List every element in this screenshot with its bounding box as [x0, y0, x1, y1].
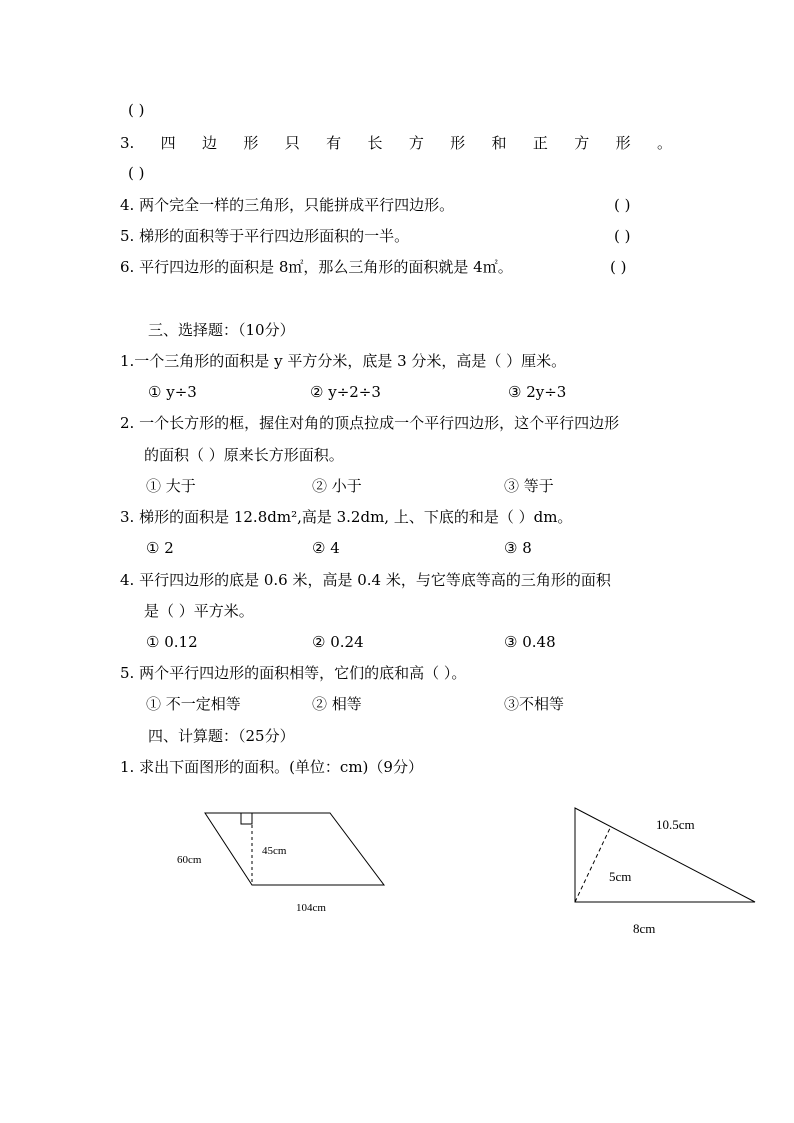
triangle-hypotenuse-label: 10.5cm — [656, 817, 695, 832]
mc1-option-1: ① y÷3 — [148, 383, 197, 401]
q3-token: 和 — [491, 134, 507, 152]
calc1-text: 1. 求出下面图形的面积。(单位：cm)（9分） — [120, 758, 423, 776]
mc2-option-3: ③ 等于 — [504, 477, 554, 495]
q3-token: 四 — [160, 134, 176, 152]
mc1-option-2: ② y÷2÷3 — [310, 383, 381, 401]
section3-title: 三、选择题：（10分） — [148, 321, 295, 339]
q5-text: 5. 梯形的面积等于平行四边形面积的一半。 — [120, 227, 410, 245]
mc4-option-2: ② 0.24 — [312, 633, 364, 651]
mc2-text-continued: 的面积（ ）原来长方形面积。 — [144, 446, 344, 464]
mc1-option-3: ③ 2y÷3 — [508, 383, 567, 401]
q3-token: 只 — [284, 134, 300, 152]
q3-answer-paren: ( ) — [128, 164, 145, 182]
mc3-option-2: ② 4 — [312, 539, 340, 557]
q3-spread-line — [120, 134, 672, 152]
q5-answer-paren: ( ) — [614, 227, 631, 245]
q3-token: 有 — [326, 134, 342, 152]
mc2-option-1: ① 大于 — [146, 477, 196, 495]
parallelogram-shape — [205, 813, 384, 885]
triangle-height-line — [575, 826, 611, 902]
mc3-option-3: ③ 8 — [504, 539, 532, 557]
parallelogram-side-label: 60cm — [177, 854, 202, 866]
q3-token: 形 — [615, 134, 631, 152]
mc4-option-3: ③ 0.48 — [504, 633, 556, 651]
q4-text: 4. 两个完全一样的三角形，只能拼成平行四边形。 — [120, 196, 455, 214]
mc4-text: 4. 平行四边形的底是 0.6 米，高是 0.4 米，与它等底等高的三角形的面积 — [120, 571, 611, 589]
q6-answer-paren: ( ) — [610, 258, 627, 276]
q3-token: 形 — [450, 134, 466, 152]
mc5-option-3: ③不相等 — [504, 695, 565, 713]
triangle-base-label: 8cm — [633, 921, 656, 936]
q3-token: 边 — [202, 134, 218, 152]
q6-text: 6. 平行四边形的面积是 8㎡，那么三角形的面积就是 4㎡。 — [120, 258, 513, 276]
q3-token: 形 — [243, 134, 259, 152]
mc5-option-2: ② 相等 — [312, 695, 362, 713]
triangle-figure — [565, 800, 765, 940]
mc1-text: 1.一个三角形的面积是 y 平方分米，底是 3 分米，高是（ ）厘米。 — [120, 352, 567, 370]
parallelogram-height-label: 45cm — [262, 845, 287, 857]
q3-token: 长 — [367, 134, 383, 152]
q2-answer-paren: ( ) — [128, 101, 145, 119]
q4-answer-paren: ( ) — [614, 196, 631, 214]
section4-title: 四、计算题：（25分） — [148, 727, 295, 745]
q3-token: 。 — [656, 134, 672, 152]
mc3-text: 3. 梯形的面积是 12.8dm²,高是 3.2dm, 上、下底的和是（ ）dm。 — [120, 508, 573, 526]
parallelogram-figure — [170, 805, 400, 920]
q3-token: 方 — [408, 134, 424, 152]
mc4-text-continued: 是（ ）平方米。 — [144, 602, 254, 620]
parallelogram-base-label: 104cm — [296, 902, 326, 914]
mc4-option-1: ① 0.12 — [146, 633, 198, 651]
q3-token: 正 — [532, 134, 548, 152]
right-angle-marker — [241, 813, 252, 824]
q3-token: 方 — [574, 134, 590, 152]
mc5-text: 5. 两个平行四边形的面积相等，它们的底和高（ ）。 — [120, 664, 467, 682]
mc5-option-1: ① 不一定相等 — [146, 695, 241, 713]
mc3-option-1: ① 2 — [146, 539, 174, 557]
q3-token: 3. — [120, 134, 135, 152]
mc2-option-2: ② 小于 — [312, 477, 362, 495]
triangle-height-label: 5cm — [609, 869, 632, 884]
mc2-text: 2. 一个长方形的框，握住对角的顶点拉成一个平行四边形，这个平行四边形 — [120, 414, 620, 432]
